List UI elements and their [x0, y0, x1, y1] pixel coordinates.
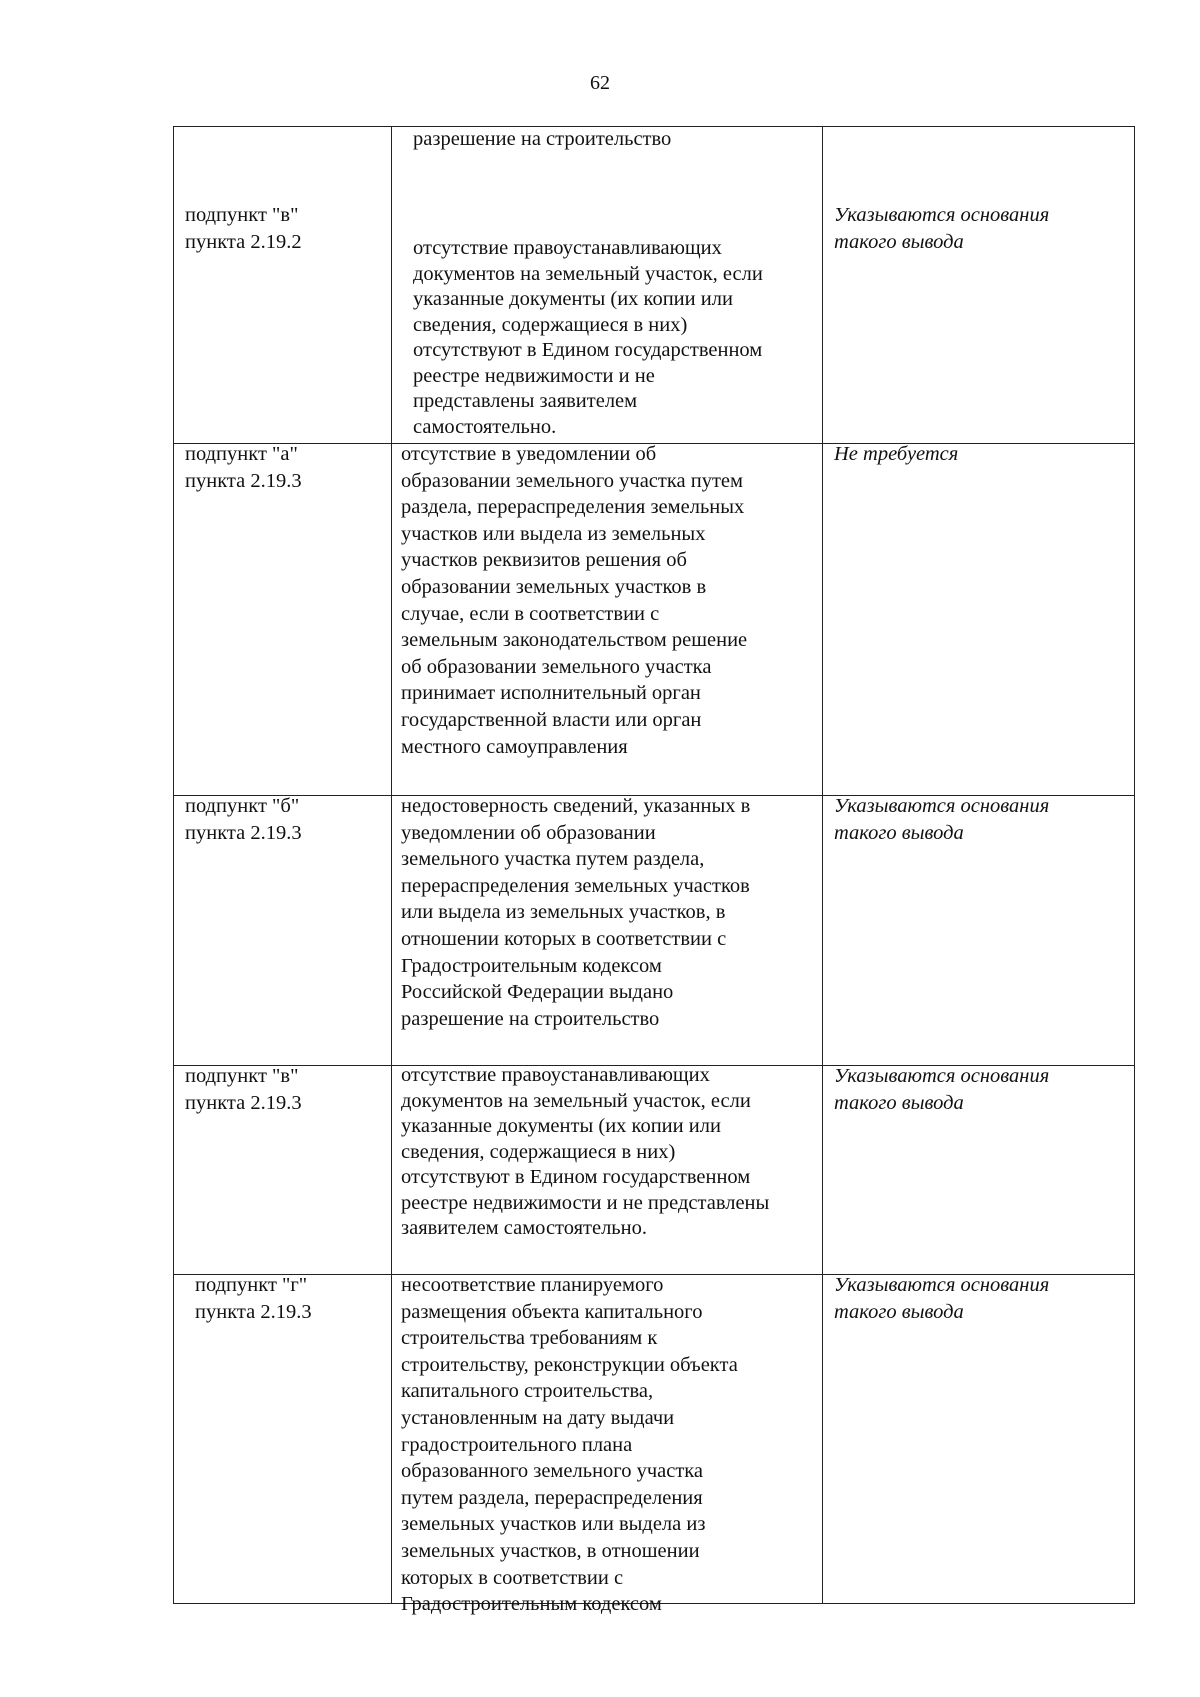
explanation	[834, 1272, 1049, 1325]
text-line: отсутствуют в Едином государственном	[413, 339, 763, 361]
text-line: Не требуется	[834, 443, 959, 465]
text-line: сведения, содержащиеся в них)	[413, 313, 688, 336]
text-line: сведения, содержащиеся в них)	[401, 1140, 676, 1163]
text-line: пункта 2.19.3	[185, 1091, 302, 1114]
text-line: капитального строительства,	[401, 1380, 654, 1403]
text-line: представлены заявителем	[413, 390, 638, 412]
explanation	[834, 441, 958, 468]
text-line: пункта 2.19.2	[185, 230, 302, 253]
text-line: документов на земельный участок, если	[413, 262, 763, 285]
text-line: или выдела из земельных участков, в	[401, 901, 726, 924]
text-line: участков реквизитов решения об	[401, 549, 687, 572]
text-line: путем раздела, перераспределения	[401, 1486, 703, 1509]
text-line: подпункт "в"	[185, 204, 299, 226]
text-line: недостоверность сведений, указанных в	[401, 795, 751, 817]
text-line: уведомлении об образовании	[401, 821, 656, 844]
column-divider	[822, 126, 823, 1604]
text-line: перераспределения земельных участков	[401, 874, 750, 897]
text-line: земельных участков, в отношении	[401, 1539, 700, 1562]
text-line: Указываются основания	[834, 1274, 1050, 1296]
clause-reference	[185, 202, 302, 255]
text-line: Указываются основания	[834, 1065, 1050, 1087]
text-line: отсутствуют в Едином государственном	[401, 1166, 751, 1188]
text-line: государственной власти или орган	[401, 708, 702, 731]
explanation	[834, 1063, 1049, 1116]
text-line: Градостроительным кодексом	[401, 1593, 662, 1616]
text-line: такого вывода	[834, 821, 964, 844]
text-line: размещения объекта капитального	[401, 1300, 703, 1323]
refusal-reason	[401, 1063, 769, 1242]
refusal-reason	[401, 441, 747, 760]
text-line: подпункт "б"	[185, 795, 300, 817]
text-line: несоответствие планируемого	[401, 1274, 664, 1296]
text-line: заявителем самостоятельно.	[401, 1217, 647, 1239]
text-line: земельных участков или выдела из	[401, 1513, 706, 1536]
clause-reference	[195, 1272, 312, 1325]
text-line: Указываются основания	[834, 795, 1050, 817]
text-line: образовании земельного участка путем	[401, 469, 743, 492]
text-line: образовании земельных участков в	[401, 575, 707, 598]
text-line: Градостроительным кодексом	[401, 954, 662, 977]
text-line: указанные документы (их копии или	[413, 288, 733, 310]
text-line: указанные документы (их копии или	[401, 1115, 721, 1137]
text-line: отсутствие в уведомлении об	[401, 443, 657, 465]
text-line: участков или выдела из земельных	[401, 522, 706, 545]
clause-reference	[185, 1063, 302, 1116]
page-number: 62	[590, 72, 610, 94]
text-line: об образовании земельного участка	[401, 655, 712, 678]
text-line: отсутствие правоустанавливающих	[401, 1064, 710, 1086]
clause-reference	[185, 441, 302, 494]
text-line: установленным на дату выдачи	[401, 1406, 675, 1429]
text-line: самостоятельно.	[413, 415, 557, 438]
text-line: строительства требованиям к	[401, 1327, 658, 1350]
text-line: реестре недвижимости и не	[413, 364, 655, 387]
text-line: разрешение на строительство	[401, 1007, 660, 1030]
text-line: отсутствие правоустанавливающих	[413, 237, 722, 259]
text-line: такого вывода	[834, 1300, 964, 1323]
text-line: пункта 2.19.3	[195, 1300, 312, 1323]
text-line: Указываются основания	[834, 204, 1050, 226]
text-line: разрешение на строительство	[413, 128, 672, 150]
text-line: земельным законодательством решение	[401, 629, 748, 652]
text-line: случае, если в соответствии с	[401, 602, 660, 625]
refusal-reason	[413, 236, 763, 440]
text-line: земельного участка путем раздела,	[401, 848, 705, 871]
text-line: такого вывода	[834, 1091, 964, 1114]
table-border-right	[1134, 126, 1135, 1604]
column-divider	[391, 126, 392, 1604]
text-line: пункта 2.19.3	[185, 821, 302, 844]
text-line: градостроительного плана	[401, 1433, 633, 1456]
text-line: отношении которых в соответствии с	[401, 927, 727, 950]
text-line: принимает исполнительный орган	[401, 682, 701, 705]
text-line: Российской Федерации выдано	[401, 981, 674, 1004]
text-line: местного самоуправления	[401, 735, 628, 758]
refusal-reason	[401, 1272, 738, 1618]
table-border-left	[173, 126, 174, 1604]
clause-reference	[185, 793, 302, 846]
text-line: подпункт "г"	[195, 1274, 308, 1296]
explanation	[834, 793, 1049, 846]
explanation	[834, 202, 1049, 255]
text-line: подпункт "в"	[185, 1065, 299, 1087]
continued-text	[413, 126, 671, 153]
text-line: такого вывода	[834, 230, 964, 253]
text-line: документов на земельный участок, если	[401, 1089, 751, 1112]
text-line: образованного земельного участка	[401, 1460, 704, 1483]
refusal-reason	[401, 793, 750, 1032]
text-line: реестре недвижимости и не представлены	[401, 1191, 770, 1214]
text-line: которых в соответствии с	[401, 1566, 624, 1589]
text-line: строительству, реконструкции объекта	[401, 1353, 738, 1376]
grounds-table	[173, 126, 1135, 1616]
text-line: подпункт "а"	[185, 443, 298, 465]
text-line: пункта 2.19.3	[185, 469, 302, 492]
text-line: раздела, перераспределения земельных	[401, 496, 745, 519]
